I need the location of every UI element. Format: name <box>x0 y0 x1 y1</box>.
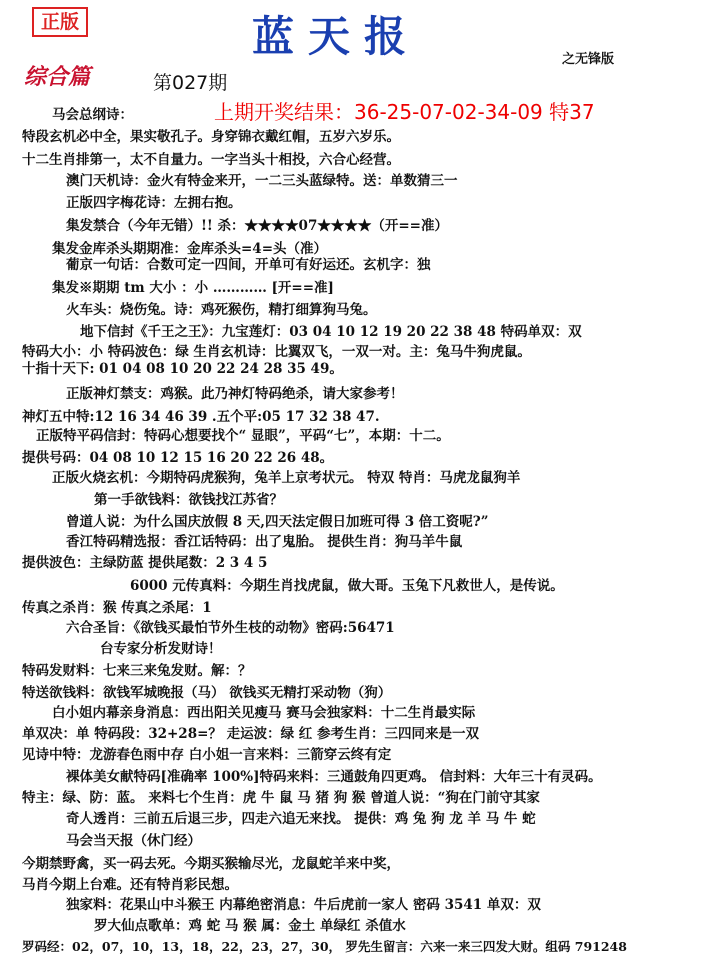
text-line: 单双决：单 特码段：32+28=？ 走运波：绿 红 参考生肖：三四同来是一双 <box>22 726 479 742</box>
text-line: 罗大仙点歌单：鸡 蛇 马 猴 属：金土 单绿红 杀值水 <box>94 918 406 934</box>
issue-number: 第027期 <box>153 72 228 94</box>
text-line: 集发金库杀头期期准：金库杀头=4=头（准） <box>52 241 328 257</box>
text-line: 马会总纲诗： <box>52 107 133 123</box>
text-line: 传真之杀肖：猴 传真之杀尾：1 <box>22 600 212 616</box>
text-line: 正版四字梅花诗：左拥右抱。 <box>66 195 242 211</box>
text-line: 白小姐内幕亲身消息：西出阳关见瘦马 赛马会独家料：十二生肖最实际 <box>52 705 476 721</box>
text-line: 台专家分析发财诗！ <box>100 641 222 657</box>
text-line: 澳门天机诗：金火有特金来开，一二三头蓝绿特。送：单数猜三一 <box>66 173 458 189</box>
text-line: 十二生肖排第一，太不自量力。一字当头十相投，六合心经营。 <box>22 152 400 168</box>
text-line: 特主：绿、防：蓝。 来料七个生肖：虎 牛 鼠 马 猪 狗 猴 曾道人说：“狗在门前守其家 <box>22 790 540 806</box>
text-line: 独家料：花果山中斗猴王 内幕绝密消息：牛后虎前一家人 密码 3541 单双：双 <box>66 897 541 913</box>
text-line: 特段玄机必中全，果实敬孔子。身穿锦衣戴红帽，五岁六岁乐。 <box>22 129 400 145</box>
text-line: 提供号码：04 08 10 12 15 16 20 22 26 48。 <box>22 450 334 466</box>
text-line: 正版神灯禁支：鸡猴。此乃神灯特码绝杀，请大家参考！ <box>66 386 404 402</box>
text-line: 集发禁合（今年无错）!! 杀：★★★★07★★★★（开==准） <box>66 218 448 234</box>
text-line: 6000 元传真料：今期生肖找虎鼠，做大哥。玉兔下凡救世人，是传说。 <box>130 578 564 594</box>
text-line: 正版特平码信封：特码心想要找个“ 显眼”，平码“七”，本期：十二。 <box>36 428 450 444</box>
text-line: 特码大小：小 特码波色：绿 生肖玄机诗：比翼双飞，一双一对。主：兔马牛狗虎鼠。 <box>22 344 531 360</box>
edition-badge: 正版 <box>32 7 88 37</box>
text-line: 提供波色：主绿防蓝 提供尾数：2 3 4 5 <box>22 555 268 571</box>
text-line: 见诗中特：龙游春色雨中存 白小姐一言来料：三箭穿云终有定 <box>22 747 392 763</box>
text-line: 地下信封《千王之王》：九宝莲灯：03 04 10 12 19 20 22 38 48 特码单双：双 <box>80 324 582 340</box>
text-line: 特送欲钱料：欲钱军城晚报（马） 欲钱买无精打采动物（狗） <box>22 685 392 701</box>
newspaper-title: 蓝天报 <box>252 12 421 61</box>
text-line: 六合圣旨：《欲钱买最怕节外生枝的动物》密码:56471 <box>66 620 395 636</box>
text-line: 火车头：烧伤兔。诗：鸡死猴伤，精打细算狗马兔。 <box>66 302 377 318</box>
text-line: 集发※期期 tm 大小 ：小 ………… [开==准] <box>52 280 334 296</box>
text-line: 神灯五中特:12 16 34 46 39 .五个平:05 17 32 38 47. <box>22 409 380 425</box>
text-line: 香江特码精选报：香江话特码：出了鬼胎。 提供生肖：狗马羊牛鼠 <box>66 534 463 550</box>
text-line: 奇人透肖：三前五后退三步，四走六追无来找。 提供：鸡 兔 狗 龙 羊 马 牛 蛇 <box>66 811 536 827</box>
text-line: 葡京一句话：合数可定一四间，开单可有好运还。玄机字：独 <box>66 257 431 273</box>
text-line: 曾道人说：为什么国庆放假 8 天,四天法定假日加班可得 3 倍工资呢?” <box>66 514 489 530</box>
text-line: 马会当天报（休门经） <box>66 833 201 849</box>
text-line: 马肖今期上台难。还有特肖彩民想。 <box>22 877 238 893</box>
text-line: 正版火烧玄机：今期特码虎猴狗，兔羊上京考状元。 特双 特肖：马虎龙鼠狗羊 <box>52 470 521 486</box>
previous-draw-result: 上期开奖结果：36-25-07-02-34-09 特37 <box>214 100 595 124</box>
text-line: 罗码经：02，07，10，13，18，22，23，27，30， 罗先生留言：六来一来三四发大财。组码 791248 <box>22 939 627 954</box>
text-line: 今期禁野禽，买一码去死。今期买猴输尽光，龙鼠蛇羊来中奖， <box>22 856 400 872</box>
text-line: 十指十天下: 01 04 08 10 20 22 24 28 35 49。 <box>22 361 343 377</box>
text-line: 第一手欲钱料：欲钱找江苏省？ <box>94 492 283 508</box>
text-line: 特码发财料：七来三来兔发财。解：？ <box>22 663 252 679</box>
text-line: 裸体美女献特码[准确率 100%]特码来料：三通鼓角四更鸡。 信封料：大年三十有灵码。 <box>66 769 602 785</box>
section-heading: 综合篇 <box>24 64 91 90</box>
edition-label: 之无锋版 <box>562 52 615 67</box>
